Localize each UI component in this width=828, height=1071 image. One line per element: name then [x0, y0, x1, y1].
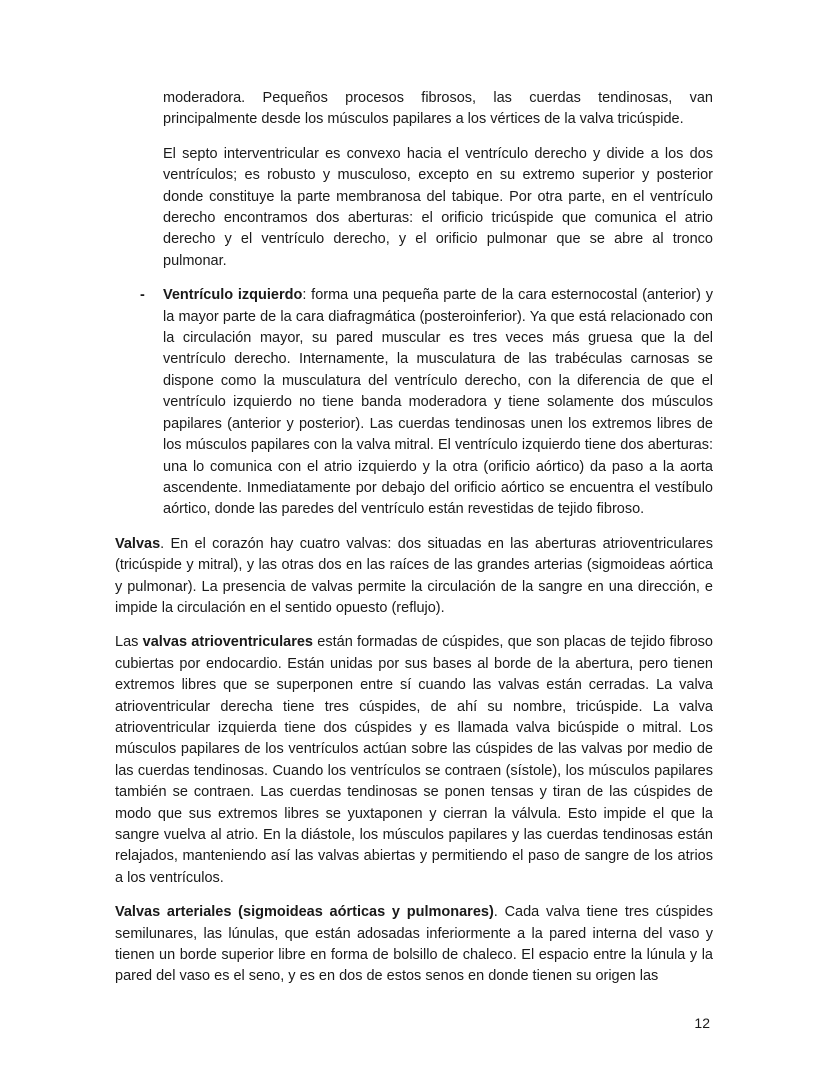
- list-item-body: : forma una pequeña parte de la cara esternocostal (anterior) y la mayor parte de la cara diafragmática (posteroinferior). Ya que está relacionado con la circulación mayor, su pared muscular es tres veces más gruesa que la del ventrículo derecho. Internamente, la musculatura de las trabéculas carnosas se dispone como la musculatura del ventrículo derecho, con la diferencia de que el ventrículo izquierdo no tiene banda moderadora y tiene solamente dos músculos papilares (anterior y posterior). Las cuerdas tendinosas unen los extremos libres de los músculos papilares con la valva mitral. El ventrículo izquierdo tiene dos aberturas: una lo comunica con el atrio izquierdo y la otra (orificio aórtico) da paso a la aorta ascendente. Inmediatamente por debajo del orificio aórtico se encuentra el vestíbulo aórtico, donde las paredes del ventrículo están revestidas de tejido fibroso.: [163, 287, 713, 518]
- paragraph-moderadora: moderadora. Pequeños procesos fibrosos, las cuerdas tendinosas, van principalmente desde los músculos papilares a los vértices de la valva tricúspide.: [163, 90, 713, 128]
- av-body: están formadas de cúspides, que son placas de tejido fibroso cubiertas por endocardio. Están unidas por sus bases al borde de la abertura, pero tienen extremos libres que se superponen entre sí cuando las valvas están cerradas. La valva atrioventricular derecha tiene tres cúspides, de ahí su nombre, tricúspide. La valva atrioventricular izquierda tiene dos cúspides y es llamada valva bicúspide o mitral. Los músculos papilares de los ventrículos actúan sobre las cúspides de las valvas por medio de las cuerdas tendinosas. Cuando los ventrículos se contraen (sístole), los músculos papilares también se contraen. Las cuerdas tendinosas se ponen tensas y tiran de las cúspides de modo que sus extremos libres se yuxtaponen y cierran la válvula. Esto impide el que la sangre vuelva al atrio. En la diástole, los músculos papilares y las cuerdas tendinosas están relajados, manteniendo así las valvas abiertas y permitiendo el paso de sangre de los atrios a los ventrículos.: [115, 634, 713, 886]
- page-number: 12: [694, 1015, 710, 1031]
- indented-section: [140, 88, 713, 521]
- list-item-text: [163, 285, 713, 520]
- av-heading: valvas atrioventriculares: [142, 634, 314, 651]
- paragraph-valvas: [115, 534, 713, 620]
- paragraph-valvas-atrioventriculares: [115, 632, 713, 889]
- arteriales-body: . Cada valva tiene tres cúspides semilunares, las lúnulas, que están adosadas inferiormente a la pared interna del vaso y tienen un borde superior libre en forma de bolsillo de chaleco. El espacio entre la lúnula y la pared del vaso es el seno, y es en dos de estos senos en donde tienen su origen las: [115, 904, 713, 985]
- av-lead-text: Las: [115, 634, 143, 651]
- arteriales-heading: Valvas arteriales (sigmoideas aórticas y pulmonares): [115, 904, 494, 921]
- valvas-body: . En el corazón hay cuatro valvas: dos situadas en las aberturas atrioventriculares (tricúspide y mitral), y las otras dos en las raíces de las grandes arterias (sigmoideas aórtica y pulmonar). La presencia de valvas permite la circulación de la sangre en una dirección, e impide la circulación en el sentido opuesto (reflujo).: [115, 535, 713, 616]
- list-item-title: Ventrículo izquierdo: [163, 287, 303, 304]
- valvas-heading: Valvas: [115, 535, 161, 552]
- list-dash-marker: -: [140, 287, 145, 304]
- list-item-ventriculo-izquierdo: [140, 285, 713, 520]
- paragraph-valvas-arteriales: [115, 902, 713, 988]
- paragraph-septo-interventricular: El septo interventricular es convexo hacia el ventrículo derecho y divide a los dos ventrículos; es robusto y musculoso, excepto en su extremo superior y posterior donde constituye la parte membranosa del tabique. Por otra parte, en el ventrículo derecho encontramos dos aberturas: el orificio tricúspide que comunica el atrio derecho y el ventrículo derecho, y el orificio pulmonar que se abre al tronco pulmonar.: [163, 145, 713, 269]
